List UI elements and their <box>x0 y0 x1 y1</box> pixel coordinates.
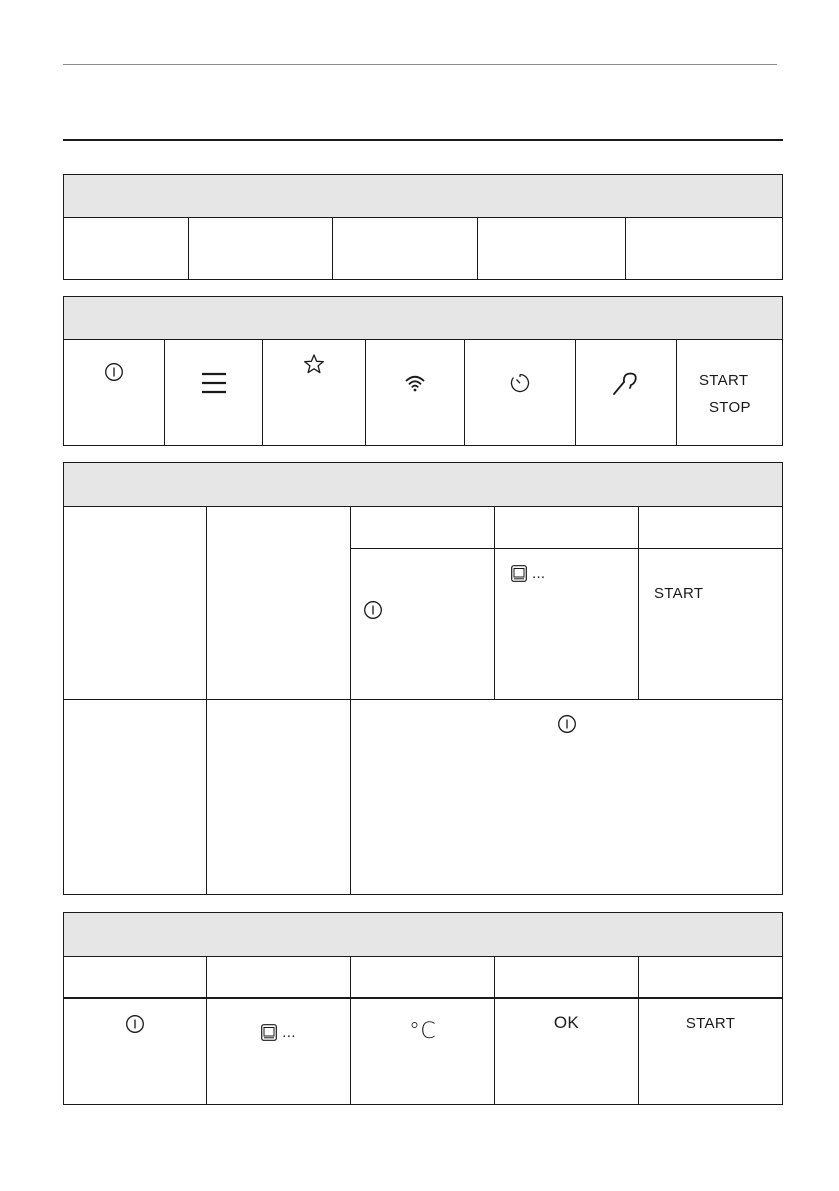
power-icon <box>363 600 383 620</box>
table-3-cell <box>495 507 639 549</box>
table-2-cell-start-stop <box>677 340 783 446</box>
table-2-cell-probe <box>576 340 677 446</box>
table-2-cell-timer <box>465 340 576 446</box>
table-4-cell-temperature <box>351 998 495 1105</box>
stop-label: STOP <box>709 399 751 416</box>
table-2-header <box>64 297 783 340</box>
power-icon <box>104 362 124 382</box>
start-label: START <box>654 585 704 602</box>
table-3-cell <box>207 507 351 700</box>
table-1-cell <box>626 218 783 280</box>
table-4-cell <box>495 957 639 998</box>
section-rule <box>63 139 783 141</box>
oven-icon <box>511 565 527 582</box>
celsius-icon: °C <box>409 1018 436 1044</box>
start-label: START <box>699 372 749 389</box>
menu-icon <box>202 372 226 394</box>
table-2-cell-favourite <box>263 340 366 446</box>
table-1 <box>63 174 783 280</box>
table-4-cell <box>64 957 207 998</box>
wifi-icon <box>405 374 425 392</box>
table-3-cell-power-wide <box>351 700 783 895</box>
table-1-cell <box>333 218 478 280</box>
table-1-cell <box>189 218 333 280</box>
table-4-cell-power <box>64 998 207 1105</box>
table-4-cell-ok <box>495 998 639 1105</box>
table-4-cell <box>351 957 495 998</box>
table-4-cell <box>207 957 351 998</box>
table-3-cell <box>207 700 351 895</box>
table-4-cell <box>639 957 783 998</box>
oven-dots: ... <box>532 565 546 582</box>
table-1-cell <box>64 218 189 280</box>
table-3 <box>63 462 783 895</box>
ok-label: OK <box>553 1012 580 1032</box>
food-probe-icon <box>611 370 641 396</box>
table-3-cell <box>64 700 207 895</box>
table-4 <box>63 912 783 1105</box>
table-4-header <box>64 913 783 957</box>
table-2-cell-menu <box>165 340 263 446</box>
table-2-cell-wifi <box>366 340 465 446</box>
table-3-cell <box>639 507 783 549</box>
star-icon <box>303 353 325 375</box>
header-rule <box>63 64 777 65</box>
table-3-cell-start <box>639 549 783 700</box>
oven-icon <box>261 1024 277 1041</box>
table-3-cell-oven <box>495 549 639 700</box>
table-1-cell <box>478 218 626 280</box>
table-3-cell-power <box>351 549 495 700</box>
table-2-cell-power <box>64 340 165 446</box>
table-3-header <box>64 463 783 507</box>
table-3-cell <box>351 507 495 549</box>
oven-dots: ... <box>282 1023 296 1041</box>
table-1-header <box>64 175 783 218</box>
start-label: START <box>685 1014 736 1032</box>
power-icon <box>125 1014 145 1034</box>
power-icon <box>557 714 577 734</box>
table-2 <box>63 296 783 446</box>
table-4-cell-start <box>639 998 783 1105</box>
table-4-cell-oven <box>207 998 351 1105</box>
timer-icon <box>509 372 531 394</box>
table-3-cell <box>64 507 207 700</box>
